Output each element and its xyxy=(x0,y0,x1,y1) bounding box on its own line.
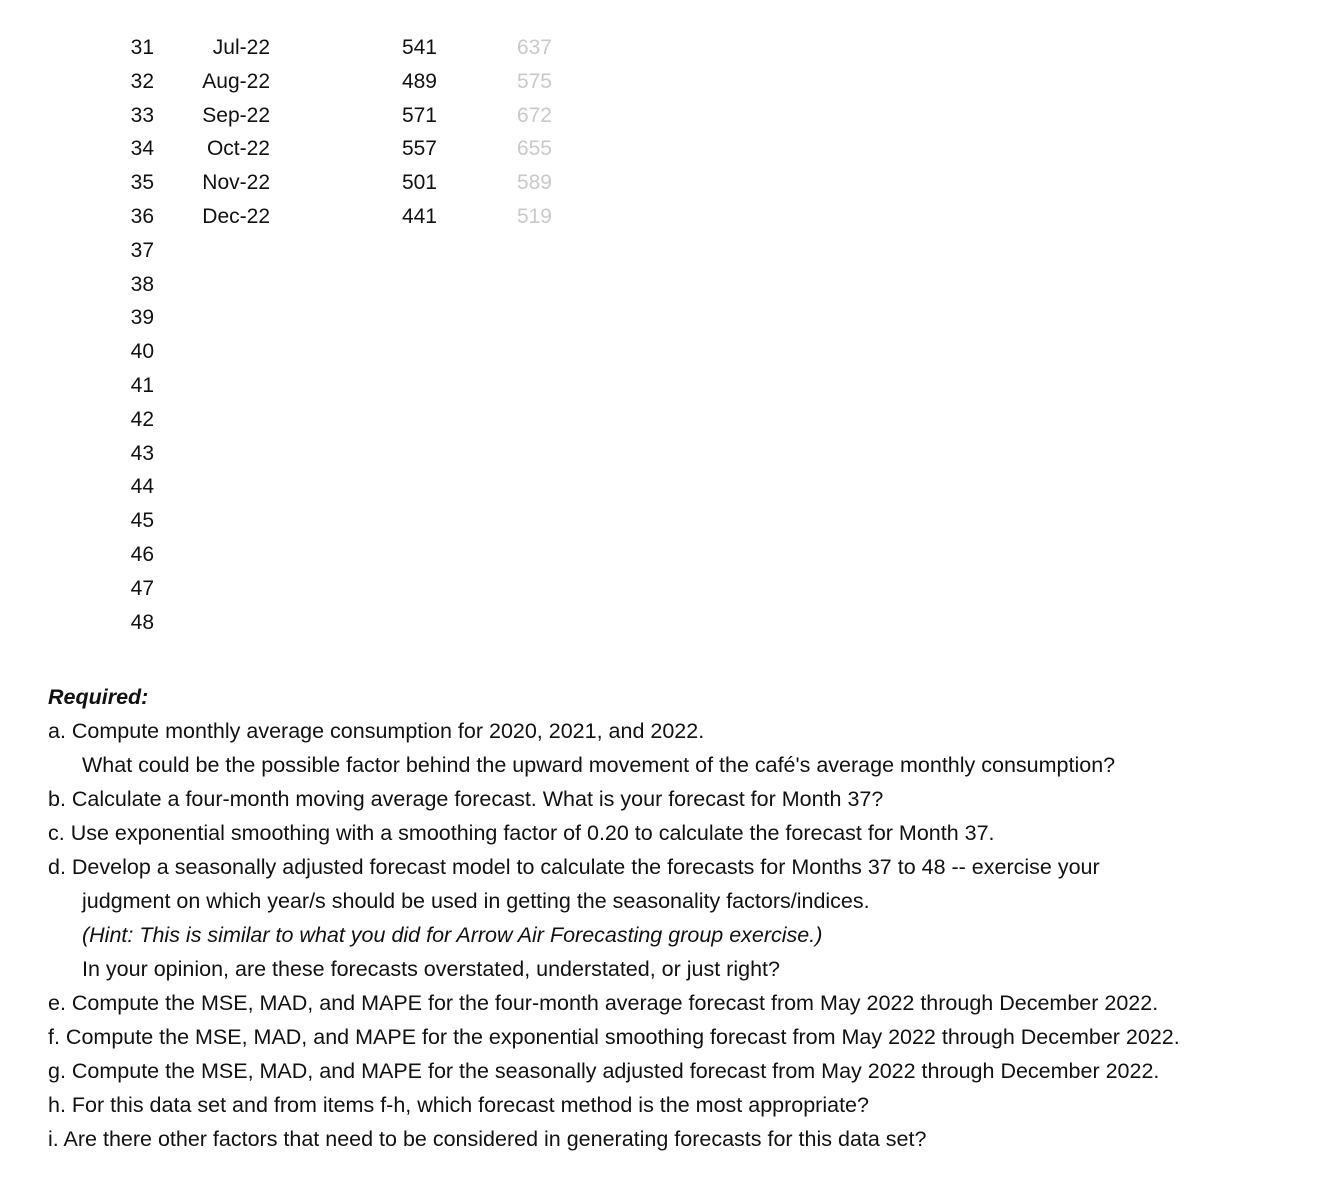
month-number: 35 xyxy=(130,171,154,195)
forecast-value: 589 xyxy=(516,171,552,195)
month-number: 31 xyxy=(130,36,154,59)
forecast-value: 637 xyxy=(516,36,552,59)
actual-value: 571 xyxy=(401,103,437,127)
table-row xyxy=(0,268,620,302)
month-date: Sep-22 xyxy=(202,103,270,127)
table-row xyxy=(0,234,620,268)
item-a: a. Compute monthly average consumption for 2020, 2021, and 2022. xyxy=(48,719,705,743)
table-row xyxy=(0,606,620,640)
month-number: 33 xyxy=(130,103,154,127)
item-d: d. Develop a seasonally adjusted forecast model to calculate the forecasts for Months 37 to 48 -- exercise your xyxy=(48,855,1100,879)
month-number: 43 xyxy=(130,441,154,465)
month-number: 42 xyxy=(130,407,154,431)
month-date: Nov-22 xyxy=(202,171,270,195)
table-row xyxy=(0,335,620,369)
actual-value: 501 xyxy=(401,171,437,195)
item-b: b. Calculate a four-month moving average forecast. What is your forecast for Month 37? xyxy=(48,787,884,811)
month-number: 46 xyxy=(130,542,154,566)
month-date: Oct-22 xyxy=(206,137,270,161)
item-e: e. Compute the MSE, MAD, and MAPE for the four-month average forecast from May 2022 through December 2022. xyxy=(48,991,1159,1015)
table-row xyxy=(0,369,620,403)
month-number: 34 xyxy=(130,137,154,161)
forecast-value: 655 xyxy=(516,137,552,161)
item-d-continued: judgment on which year/s should be used in getting the seasonality factors/indices. xyxy=(82,889,870,913)
month-date: Dec-22 xyxy=(202,204,270,228)
month-number: 41 xyxy=(130,373,154,397)
forecast-value: 519 xyxy=(516,204,552,228)
table-row xyxy=(0,200,620,234)
table-row xyxy=(0,132,620,166)
month-date: Aug-22 xyxy=(202,69,270,93)
month-number: 48 xyxy=(130,610,154,634)
table-row xyxy=(0,403,620,437)
month-number: 36 xyxy=(130,204,154,228)
item-c: c. Use exponential smoothing with a smoothing factor of 0.20 to calculate the forecast for Month 37. xyxy=(48,821,995,845)
forecast-value: 672 xyxy=(516,103,552,127)
item-h: h. For this data set and from items f-h, which forecast method is the most appropriate? xyxy=(48,1093,869,1117)
month-number: 40 xyxy=(130,340,154,364)
table-row xyxy=(0,65,620,99)
month-date: Jul-22 xyxy=(212,36,270,59)
forecast-value: 575 xyxy=(516,69,552,93)
table-row xyxy=(0,301,620,335)
actual-value: 441 xyxy=(401,204,437,228)
required-heading: Required: xyxy=(48,685,149,709)
item-a-continued: What could be the possible factor behind the upward movement of the café's average monthly consumption? xyxy=(82,753,1116,777)
month-number: 37 xyxy=(130,238,154,262)
actual-value: 557 xyxy=(401,137,437,161)
actual-value: 489 xyxy=(401,69,437,93)
item-g: g. Compute the MSE, MAD, and MAPE for the seasonally adjusted forecast from May 2022 through December 2022. xyxy=(48,1059,1160,1083)
table-row xyxy=(0,470,620,504)
data-table xyxy=(0,31,620,639)
table-row xyxy=(0,99,620,133)
month-number: 39 xyxy=(130,306,154,330)
table-row xyxy=(0,538,620,572)
required-section xyxy=(48,680,1338,1156)
table-row xyxy=(0,31,620,65)
month-number: 38 xyxy=(130,272,154,296)
month-number: 32 xyxy=(130,69,154,93)
table-row xyxy=(0,572,620,606)
month-number: 44 xyxy=(130,475,154,499)
month-number: 47 xyxy=(130,576,154,600)
table-row xyxy=(0,166,620,200)
actual-value: 541 xyxy=(401,36,437,59)
item-i: i. Are there other factors that need to be considered in generating forecasts for this data set? xyxy=(48,1127,927,1151)
item-d-question: In your opinion, are these forecasts overstated, understated, or just right? xyxy=(82,957,780,981)
item-d-hint: (Hint: This is similar to what you did for Arrow Air Forecasting group exercise.) xyxy=(82,923,823,947)
item-f: f. Compute the MSE, MAD, and MAPE for the exponential smoothing forecast from May 2022 through December 2022. xyxy=(48,1025,1180,1049)
table-row xyxy=(0,437,620,471)
table-row xyxy=(0,504,620,538)
month-number: 45 xyxy=(130,509,154,533)
